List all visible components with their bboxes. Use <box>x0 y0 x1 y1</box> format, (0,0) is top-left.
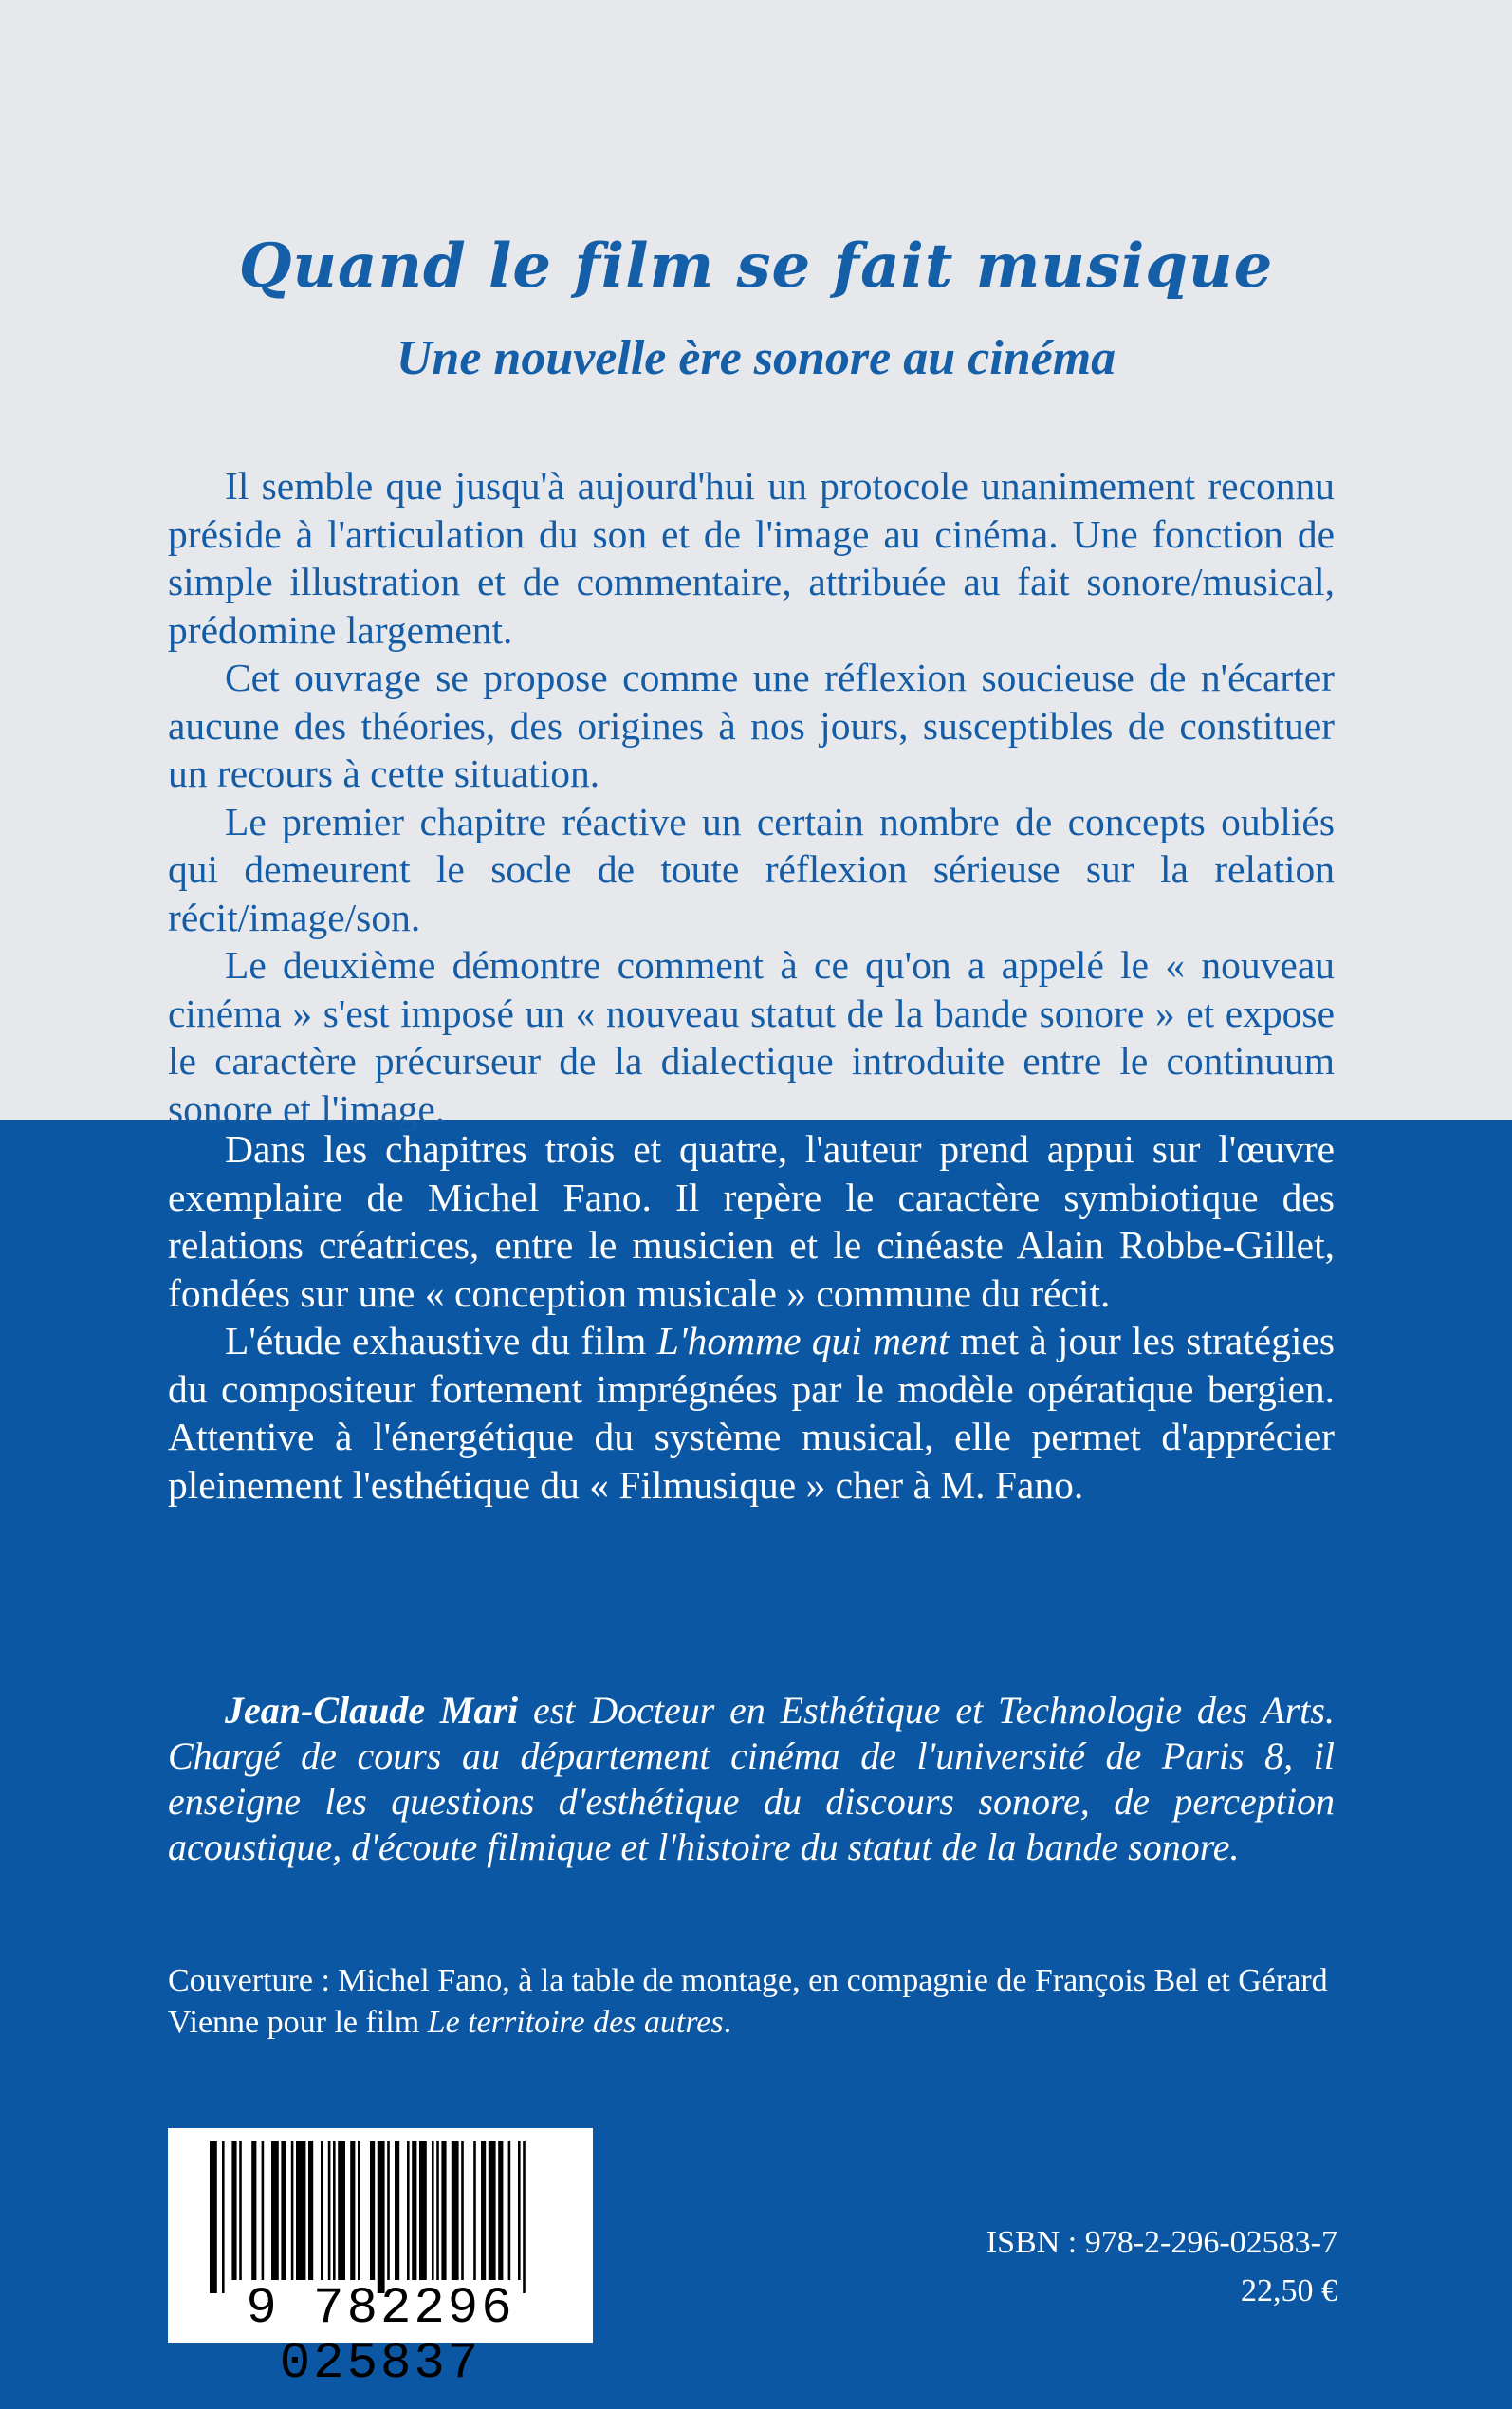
barcode-bar <box>370 2141 375 2280</box>
cover-credit-text: Couverture : Michel Fano, à la table de montage, en compagnie de François Bel et Gérard Vienne pour le film <box>168 1963 1328 2040</box>
barcode-bar <box>473 2141 476 2280</box>
summary-paragraph-1: Il semble que jusqu'à aujourd'hui un protocole unanimement reconnu préside à l'articulation du son et de l'image au cinéma. Une fonction de simple illustration et de commentaire, attribuée au fait sonore/musical, prédomine largement. <box>168 464 1335 652</box>
barcode-bar <box>407 2141 410 2280</box>
barcode-bar <box>508 2141 511 2280</box>
barcode-bar <box>231 2141 236 2280</box>
isbn: ISBN : 978-2-296-02583-7 <box>986 2225 1337 2260</box>
barcode-bar <box>222 2141 225 2293</box>
barcode-bar <box>441 2141 446 2280</box>
barcode-bar <box>358 2141 360 2280</box>
barcode-bar <box>489 2141 496 2280</box>
barcode-bar <box>210 2141 217 2293</box>
paragraph-6-end: met à jour les stratégies du compositeur fortement imprégnées par le modèle opératique bergien. Attentive à l'énergétique du système musical, elle permet d'apprécier pleinement l'esthétique du « Filmusique » cher à M. Fano. <box>168 1319 1336 1507</box>
barcode-bar <box>321 2141 323 2280</box>
barcode-bar <box>308 2141 313 2280</box>
barcode-bar <box>395 2141 399 2280</box>
barcode-bar <box>251 2141 256 2280</box>
barcode-bar <box>481 2141 486 2280</box>
price: 22,50 € <box>1241 2273 1337 2308</box>
barcode-number: 9 782296 025837 <box>246 2280 515 2393</box>
book-subtitle: Une nouvelle ère sonore au cinéma <box>396 331 1116 385</box>
barcode-bar <box>452 2141 459 2280</box>
barcode-bar <box>461 2141 464 2280</box>
barcode-bar <box>262 2141 265 2280</box>
barcode-bar <box>518 2141 521 2280</box>
summary-paragraph-4: Le deuxième démontre comment à ce qu'on a appelé le « nouveau cinéma » s'est imposé un « nouveau statut de la bande sonore » et expose le caractère précurseur de la dialectique introduite entre le continuum sonore et l'image. <box>168 943 1335 1131</box>
summary-paragraph-5: Dans les chapitres trois et quatre, l'auteur prend appui sur l'œuvre exemplaire de Michel Fano. Il repère le caractère symbiotique des relations créatrices, entre le musicien et le cinéaste Alain Robbe-Gillet, fondées sur une « conception musicale » commune du récit. <box>168 1127 1335 1315</box>
barcode-bar <box>419 2141 427 2280</box>
barcode-bar <box>523 2141 526 2293</box>
author-name: Jean-Claude Mari <box>225 1689 519 1732</box>
barcode-bar <box>291 2141 294 2280</box>
author-bio-text: est Docteur en Esthétique et Technologie des Arts. Chargé de cours au département cinéma de l'université de Paris 8, il enseigne les questions d'esthétique du discours sonore, de perception acoustique, d'écoute filmique et l'histoire du statut de la bande sonore. <box>168 1689 1335 1868</box>
cover-credit-end: . <box>723 2005 732 2040</box>
barcode-bar <box>239 2141 242 2280</box>
barcode-bar <box>387 2141 390 2280</box>
summary-paragraph-6 <box>168 1317 1335 1509</box>
book-title: Quand le film se fait musique <box>238 231 1274 302</box>
barcode-bar <box>296 2141 305 2280</box>
barcode-bar <box>271 2141 279 2280</box>
barcode <box>168 2128 593 2393</box>
film-title-homme-qui-ment: L'homme qui ment <box>656 1319 950 1362</box>
barcode-bar <box>436 2141 439 2280</box>
barcode-bar <box>350 2141 355 2280</box>
barcode-bar <box>432 2141 434 2280</box>
summary-paragraph-2: Cet ouvrage se propose comme une réflexion soucieuse de n'écarter aucune des théories, des origines à nos jours, susceptibles de constituer un recours à cette situation. <box>168 656 1335 795</box>
summary-paragraph-3: Le premier chapitre réactive un certain nombre de concepts oubliés qui demeurent le socle de toute réflexion sérieuse sur la relation récit/image/son. <box>168 799 1335 939</box>
barcode-bar <box>328 2141 331 2280</box>
cover-credit <box>168 1960 1335 2044</box>
barcode-bar <box>338 2141 345 2280</box>
barcode-bar <box>378 2141 385 2293</box>
barcode-bar <box>412 2141 416 2280</box>
barcode-bar <box>333 2141 336 2280</box>
author-bio <box>168 1688 1335 1870</box>
barcode-bar <box>498 2141 503 2280</box>
barcode-bar <box>281 2141 286 2280</box>
summary-bottom <box>168 1125 1335 1509</box>
summary-top <box>168 462 1335 1133</box>
film-title-territoire: Le territoire des autres <box>427 2005 724 2040</box>
paragraph-6-start: L'étude exhaustive du film <box>225 1319 657 1362</box>
